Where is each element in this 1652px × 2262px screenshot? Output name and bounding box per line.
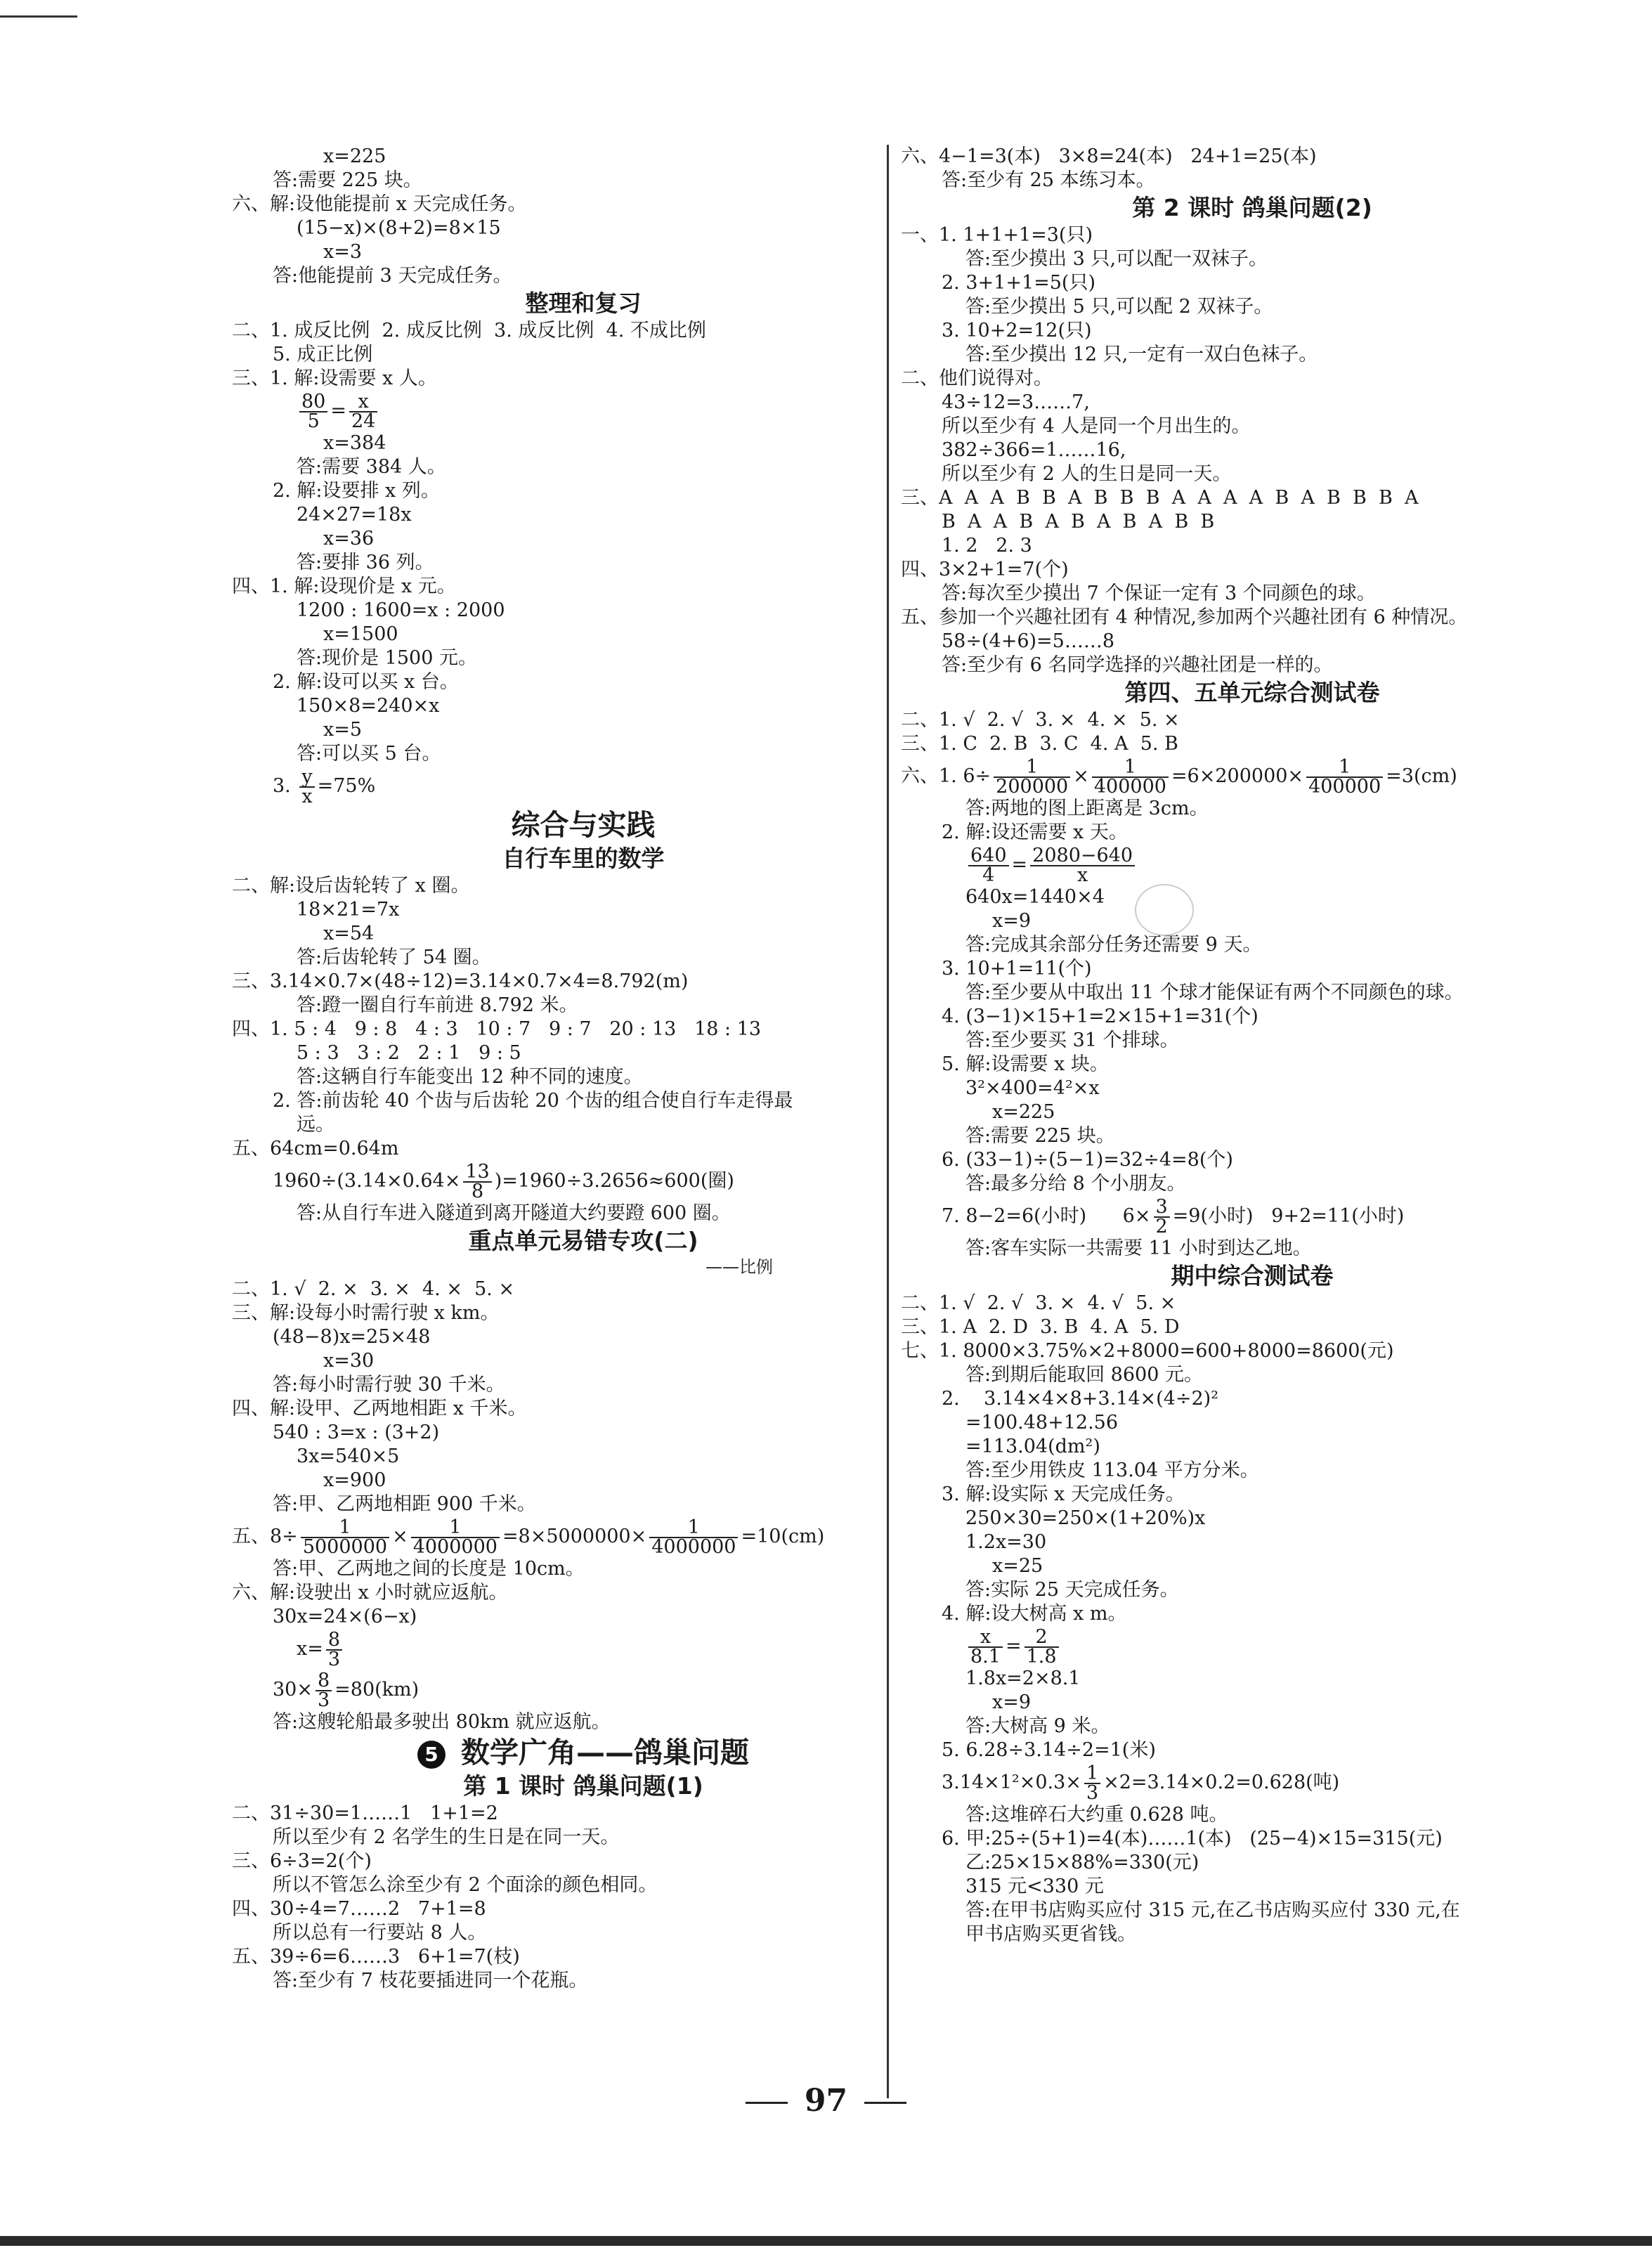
answer-line: x=9 [992, 910, 1032, 932]
fraction-denominator: 400000 [1308, 775, 1381, 798]
answer-line: x=25 [992, 1555, 1043, 1577]
answer-line: 3. 10+1=11(个) [942, 958, 1092, 980]
answer-line: 2. 解:设可以买 x 台。 [273, 671, 459, 693]
answer-line: 答:至少要从中取出 11 个球才能保证有两个不同颜色的球。 [965, 982, 1464, 1003]
section-heading: 第 2 课时 鸽巢问题(2) [1132, 194, 1372, 221]
formula-text: 3.14×1²×0.3× [942, 1772, 1081, 1793]
answer-line: 答:蹬一圈自行车前进 8.792 米。 [297, 994, 578, 1016]
answer-line: 答:每小时需行驶 30 千米。 [273, 1374, 505, 1396]
answer-line: 答:可以买 5 台。 [297, 743, 441, 765]
fraction-numerator: 80 [299, 393, 327, 412]
fraction [299, 765, 314, 807]
answer-line: 5. 解:设需要 x 块。 [942, 1053, 1109, 1075]
formula-text: = [1005, 1635, 1022, 1657]
answer-line: 5. 成正比例 [273, 344, 373, 365]
answer-line: x=384 [323, 432, 386, 454]
formula-line [232, 1161, 935, 1202]
fraction [968, 844, 1009, 886]
fraction-numerator: x [968, 1628, 1003, 1648]
answer-line: x=3 [323, 241, 363, 263]
answer-line: 315 元<330 元 [965, 1876, 1104, 1897]
answer-line: 二、1. √ 2. × 3. × 4. × 5. × [232, 1278, 515, 1300]
section-heading: 第四、五单元综合测试卷 [1124, 679, 1380, 706]
answer-line: 150×8=240×x [297, 695, 440, 717]
answer-line: 答:需要 225 块。 [273, 169, 422, 191]
answer-line: 三、3.14×0.7×(48÷12)=3.14×0.7×4=8.792(m) [232, 970, 689, 992]
formula-text: 五、8÷ [232, 1526, 298, 1547]
answer-line: 答:甲、乙两地之间的长度是 10cm。 [273, 1558, 585, 1580]
answer-line: 答:完成其余部分任务还需要 9 天。 [965, 934, 1262, 956]
answer-line: 30x=24×(6−x) [273, 1606, 417, 1627]
fraction [326, 1628, 342, 1670]
answer-line: 六、解:设驶出 x 小时就应返航。 [232, 1582, 508, 1604]
fraction-numerator: 13 [463, 1163, 491, 1183]
formula-text: 3. [273, 775, 297, 797]
answer-line: 所以至少有 2 人的生日是同一天。 [942, 463, 1232, 485]
formula-text: =75% [317, 775, 376, 797]
answer-line: 18×21=7x [297, 899, 400, 921]
fraction-numerator: 1 [649, 1519, 738, 1538]
fraction-numerator: y [299, 768, 314, 788]
formula-line [232, 1670, 935, 1710]
fraction [1030, 844, 1135, 886]
answer-line: 所以至少有 4 人是同一个月出生的。 [942, 415, 1251, 437]
answer-line: 一、1. 1+1+1=3(只) [901, 224, 1093, 246]
answer-line: 1.8x=2×8.1 [965, 1668, 1081, 1689]
fraction-numerator: 8 [316, 1672, 332, 1691]
footer-dash-right [864, 2102, 906, 2104]
answer-line: 答:至少有 6 名同学选择的兴趣社团是一样的。 [942, 654, 1333, 676]
fraction-numerator: 1 [411, 1519, 500, 1538]
answer-line: 答:至少用铁皮 113.04 平方分米。 [965, 1460, 1259, 1481]
answer-line: 七、1. 8000×3.75%×2+8000=600+8000=8600(元) [901, 1340, 1394, 1362]
answer-line: 3x=540×5 [297, 1445, 400, 1467]
answer-line: 540 : 3=x : (3+2) [273, 1422, 440, 1443]
answer-line: 43÷12=3……7, [942, 391, 1090, 413]
fraction [301, 1516, 389, 1558]
answer-line: 四、3×2+1=7(个) [901, 559, 1069, 580]
formula-text: 30× [273, 1679, 313, 1701]
formula-text: × [1073, 765, 1089, 787]
formula-text: =6×200000× [1171, 765, 1304, 787]
answer-line: 1200 : 1600=x : 2000 [297, 599, 505, 621]
fraction-numerator: 8 [326, 1631, 342, 1651]
fraction-numerator: 2080−640 [1030, 847, 1135, 866]
formula-text: = [330, 400, 346, 422]
answer-line: 四、1. 5 : 4 9 : 8 4 : 3 10 : 7 9 : 7 20 : 13 18 : 13 [232, 1018, 762, 1040]
section-heading: ——比例 [705, 1257, 773, 1277]
formula-text: 7. 8−2=6(小时) 6× [942, 1205, 1151, 1227]
answer-line: x=900 [323, 1469, 386, 1491]
answer-line: 三、1. A 2. D 3. B 4. A 5. D [901, 1316, 1180, 1338]
answer-line: 乙:25×15×88%=330(元) [965, 1852, 1199, 1873]
section-heading: 第 1 课时 鸽巢问题(1) [463, 1772, 703, 1800]
answer-line: 答:最多分给 8 个小朋友。 [965, 1173, 1186, 1195]
section-heading: 自行车里的数学 [502, 845, 665, 872]
fraction-denominator: 3 [327, 1648, 341, 1670]
answer-line: 答:从自行车进入隧道到离开隧道大约要蹬 600 圈。 [297, 1202, 731, 1224]
fraction-numerator: 1 [1084, 1764, 1100, 1784]
fraction-denominator: 8.1 [970, 1645, 1001, 1668]
answer-line: 五、64cm=0.64m [232, 1138, 399, 1159]
fraction-numerator: 640 [968, 847, 1009, 866]
chapter-number-badge: 5 [417, 1741, 445, 1769]
answer-line: =113.04(dm²) [965, 1436, 1100, 1457]
answer-line: 2. 3.14×4×8+3.14×(4÷2)² [942, 1388, 1219, 1410]
column-divider [887, 145, 889, 2098]
section-heading: 期中综合测试卷 [1171, 1262, 1334, 1289]
answer-line: (15−x)×(8+2)=8×15 [297, 217, 501, 239]
answer-line: 二、他们说得对。 [901, 368, 1053, 389]
answer-line: 四、解:设甲、乙两地相距 x 千米。 [232, 1398, 527, 1419]
fraction [1084, 1764, 1100, 1802]
fraction-denominator: 4000000 [412, 1535, 497, 1558]
answer-line: x=225 [992, 1101, 1055, 1123]
answer-line: 二、1. 成反比例 2. 成反比例 3. 成反比例 4. 不成比例 [232, 320, 706, 342]
answer-line: 甲书店购买更省钱。 [965, 1923, 1136, 1945]
answer-line: 三、1. 解:设需要 x 人。 [232, 368, 437, 389]
fraction-denominator: 200000 [996, 775, 1069, 798]
answer-line: 5. 6.28÷3.14÷2=1(米) [942, 1739, 1156, 1761]
chapter-title [232, 1734, 935, 1771]
answer-line: 答:每次至少摸出 7 个保证一定有 3 个同颜色的球。 [942, 583, 1376, 604]
fraction [1025, 1625, 1059, 1668]
fraction [1306, 755, 1383, 798]
fraction [649, 1516, 738, 1558]
answer-line: x=5 [323, 719, 363, 741]
fraction-numerator: 1 [1092, 758, 1169, 778]
answer-line: 答:客车实际一共需要 11 小时到达乙地。 [965, 1237, 1312, 1259]
formula-text: 六、1. 6÷ [901, 765, 991, 787]
fraction-denominator: 400000 [1093, 775, 1166, 798]
answer-line: x=36 [323, 528, 375, 550]
answer-line: 二、解:设后齿轮转了 x 圈。 [232, 875, 470, 897]
answer-line: 五、参加一个兴趣社团有 4 种情况,参加两个兴趣社团有 6 种情况。 [901, 606, 1468, 628]
answer-line: 答:至少摸出 5 只,可以配 2 双袜子。 [965, 296, 1273, 318]
answer-line: 答:甲、乙两地相距 900 千米。 [273, 1493, 536, 1515]
answer-line: 3. 解:设实际 x 天完成任务。 [942, 1483, 1185, 1505]
fraction [463, 1160, 491, 1202]
answer-line: 答:要排 36 列。 [297, 552, 434, 573]
formula-text: =8×5000000× [502, 1526, 647, 1547]
answer-line: 答:至少有 7 枝花要插进同一个花瓶。 [273, 1970, 588, 1991]
fraction [1154, 1195, 1170, 1237]
fraction [299, 390, 327, 432]
fraction [968, 1625, 1003, 1668]
answer-line: 2. 解:设还需要 x 天。 [942, 821, 1128, 843]
fraction-numerator: 1 [994, 758, 1070, 778]
fraction-denominator: x [1077, 864, 1088, 886]
fraction-denominator: 3 [317, 1689, 330, 1711]
answer-line: 答:两地的图上距离是 3cm。 [965, 798, 1209, 819]
formula-text: =10(cm) [741, 1526, 825, 1547]
answer-line: 6. 甲:25÷(5+1)=4(本)……1(本) (25−4)×15=315(元) [942, 1828, 1443, 1850]
section-heading: 重点单元易错专攻(二) [468, 1227, 698, 1254]
answer-line: 4. 解:设大树高 x m。 [942, 1603, 1127, 1625]
formula-text: =80(km) [334, 1679, 419, 1701]
answer-line: 5 : 3 3 : 2 2 : 1 9 : 5 [297, 1042, 521, 1064]
answer-line: 答:这堆碎石大约重 0.628 吨。 [965, 1804, 1228, 1826]
top-corner-rule [0, 15, 77, 18]
formula-text: × [392, 1526, 408, 1547]
answer-line: 六、解:设他能提前 x 天完成任务。 [232, 193, 527, 215]
answer-line: B A A B A B A B A B B [942, 511, 1215, 533]
formula-line [901, 1196, 1604, 1237]
formula-line [232, 766, 935, 807]
answer-line: 6. (33−1)÷(5−1)=32÷4=8(个) [942, 1149, 1233, 1171]
answer-line: 3. 10+2=12(只) [942, 320, 1092, 342]
answer-line: 640x=1440×4 [965, 886, 1105, 908]
formula-line [901, 1626, 1604, 1667]
formula-line [901, 1762, 1604, 1803]
formula-text: ×2=3.14×0.2=0.628(吨) [1103, 1772, 1340, 1793]
answer-line: 答:需要 225 块。 [965, 1125, 1115, 1147]
left-column [232, 145, 935, 1993]
answer-line: 所以不管怎么涂至少有 2 个面涂的颜色相同。 [273, 1874, 658, 1896]
formula-line [901, 845, 1604, 885]
answer-line: 四、30÷4=7……2 7+1=8 [232, 1898, 486, 1920]
answer-line: 六、4−1=3(本) 3×8=24(本) 24+1=25(本) [901, 145, 1317, 167]
answer-line: 五、39÷6=6……3 6+1=7(枝) [232, 1946, 520, 1968]
fraction-denominator: 1.8 [1026, 1645, 1057, 1668]
answer-line: 1.2x=30 [965, 1531, 1047, 1553]
formula-text: =3(cm) [1386, 765, 1457, 787]
fraction-denominator: 4000000 [651, 1535, 736, 1558]
answer-line: 答:实际 25 天完成任务。 [965, 1579, 1179, 1601]
answer-line: 答:至少要买 31 个排球。 [965, 1029, 1179, 1051]
chapter-title-text: 数学广角——鸽巢问题 [461, 1736, 749, 1769]
fraction-denominator: 2 [1155, 1215, 1168, 1237]
fraction [994, 755, 1070, 798]
formula-line [232, 391, 935, 431]
fraction [411, 1516, 500, 1558]
fraction-numerator: 1 [1306, 758, 1383, 778]
formula-text: x= [297, 1638, 323, 1660]
answer-line: 所以总有一行要站 8 人。 [273, 1922, 487, 1944]
fraction-denominator: 8 [471, 1180, 484, 1202]
answer-line: 答:大树高 9 米。 [965, 1715, 1110, 1737]
fraction-numerator: 3 [1154, 1198, 1170, 1218]
answer-line: 所以至少有 2 名学生的生日是在同一天。 [273, 1826, 620, 1848]
answer-line: 三、1. C 2. B 3. C 4. A 5. B [901, 733, 1178, 755]
answer-line: x=225 [323, 145, 386, 167]
answer-line: 三、解:设每小时需行驶 x km。 [232, 1302, 500, 1324]
answer-line: 三、A A A B B A B B B A A A A B A B B B A [901, 487, 1419, 509]
answer-line: 24×27=18x [297, 504, 412, 526]
faint-stamp [1135, 884, 1194, 936]
answer-line: 3²×400=4²×x [965, 1077, 1100, 1099]
fraction-numerator: 1 [301, 1519, 389, 1538]
answer-line: 58÷(4+6)=5……8 [942, 630, 1115, 652]
answer-line: 答:至少摸出 3 只,可以配一双袜子。 [965, 248, 1268, 270]
formula-line [232, 1629, 935, 1670]
formula-line [232, 1516, 935, 1557]
answer-line: 答:这辆自行车能变出 12 种不同的速度。 [297, 1066, 643, 1088]
page-number-footer [0, 2080, 1652, 2122]
answer-line: =100.48+12.56 [965, 1412, 1119, 1434]
fraction [349, 390, 377, 432]
fraction-denominator: 5 [307, 410, 320, 432]
answer-line: 答:后齿轮转了 54 圈。 [297, 947, 491, 968]
fraction-denominator: 4 [982, 864, 995, 886]
formula-text: = [1011, 854, 1028, 876]
section-heading: 综合与实践 [511, 808, 656, 842]
right-column [901, 145, 1604, 1946]
answer-line: 2. 3+1+1=5(只) [942, 272, 1095, 294]
answer-line: 250×30=250×(1+20%)x [965, 1507, 1206, 1529]
answer-line: 答:他能提前 3 天完成任务。 [273, 265, 512, 287]
answer-line: 2. 解:设要排 x 列。 [273, 480, 440, 502]
fraction-numerator: 2 [1025, 1628, 1059, 1648]
answer-line: 4. (3−1)×15+1=2×15+1=31(个) [942, 1006, 1258, 1027]
fraction-numerator: x [349, 393, 377, 412]
answer-line: 答:这艘轮船最多驶出 80km 就应返航。 [273, 1711, 611, 1733]
fraction-denominator: 3 [1086, 1781, 1099, 1804]
answer-line: 2. 答:前齿轮 40 个齿与后齿轮 20 个齿的组合使自行车走得最 [273, 1090, 793, 1112]
answer-line: 四、1. 解:设现价是 x 元。 [232, 576, 456, 597]
bottom-bar [0, 2236, 1652, 2246]
page-number: 97 [804, 2083, 848, 2119]
answer-line: 答:需要 384 人。 [297, 456, 446, 478]
answer-line: 二、1. √ 2. √ 3. × 4. √ 5. × [901, 1292, 1176, 1314]
answer-line: (48−8)x=25×48 [273, 1326, 431, 1348]
footer-dash-left [746, 2102, 788, 2104]
answer-line: x=54 [323, 923, 375, 944]
answer-line: 二、1. √ 2. √ 3. × 4. × 5. × [901, 709, 1180, 731]
answer-line: x=30 [323, 1350, 375, 1372]
formula-text: 1960÷(3.14×0.64× [273, 1170, 461, 1192]
answer-line: 答:在甲书店购买应付 315 元,在乙书店购买应付 330 元,在 [965, 1899, 1460, 1921]
answer-line: 三、6÷3=2(个) [232, 1850, 372, 1872]
formula-line [901, 756, 1604, 797]
answer-line: x=1500 [323, 623, 398, 645]
section-heading: 整理和复习 [525, 290, 642, 317]
fraction [316, 1669, 332, 1711]
answer-line: 1. 2 2. 3 [942, 535, 1032, 557]
answer-line: 答:到期后能取回 8600 元。 [965, 1364, 1203, 1386]
fraction-denominator: 5000000 [302, 1535, 388, 1558]
answer-line: 远。 [297, 1114, 334, 1136]
answer-line: x=9 [992, 1691, 1032, 1713]
answer-line: 答:至少有 25 本练习本。 [942, 169, 1155, 191]
fraction-denominator: x [301, 785, 313, 807]
formula-text: =9(小时) 9+2=11(小时) [1172, 1205, 1405, 1227]
answer-line: 二、31÷30=1……1 1+1=2 [232, 1802, 498, 1824]
formula-text: )=1960÷3.2656≈600(圈) [494, 1170, 734, 1192]
answer-line: 答:现价是 1500 元。 [297, 647, 477, 669]
answer-line: 382÷366=1……16, [942, 439, 1126, 461]
fraction-denominator: 24 [351, 410, 376, 432]
answer-line: 答:至少摸出 12 只,一定有一双白色袜子。 [965, 344, 1318, 365]
fraction [1092, 755, 1169, 798]
